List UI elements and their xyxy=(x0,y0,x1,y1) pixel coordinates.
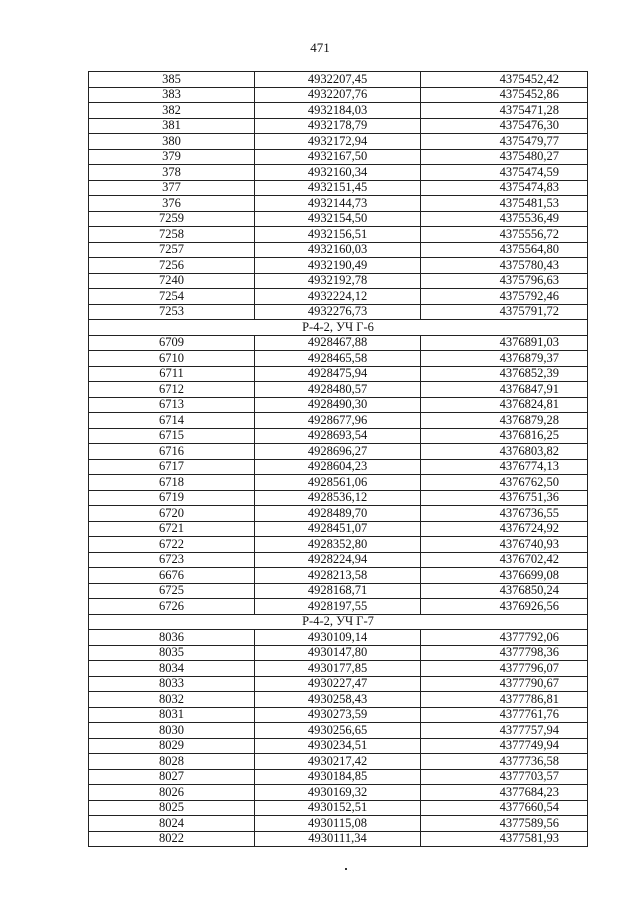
table-row xyxy=(89,769,588,785)
point-number-cell: 7253 xyxy=(89,304,255,320)
x-coordinate-cell: 4932167,50 xyxy=(255,149,421,165)
table-row xyxy=(89,211,588,227)
point-number-cell: 381 xyxy=(89,118,255,134)
x-coordinate-cell: 4930258,43 xyxy=(255,692,421,708)
table-row xyxy=(89,103,588,119)
y-coordinate-cell: 4377684,23 xyxy=(421,785,588,801)
point-number-cell: 376 xyxy=(89,196,255,212)
table-row xyxy=(89,568,588,584)
table-row xyxy=(89,382,588,398)
y-coordinate-cell: 4376850,24 xyxy=(421,583,588,599)
table-row xyxy=(89,289,588,305)
x-coordinate-cell: 4932154,50 xyxy=(255,211,421,227)
y-coordinate-cell: 4377796,07 xyxy=(421,661,588,677)
x-coordinate-cell: 4930111,34 xyxy=(255,831,421,847)
x-coordinate-cell: 4930169,32 xyxy=(255,785,421,801)
y-coordinate-cell: 4375796,63 xyxy=(421,273,588,289)
y-coordinate-cell: 4376740,93 xyxy=(421,537,588,553)
x-coordinate-cell: 4932156,51 xyxy=(255,227,421,243)
point-number-cell: 6726 xyxy=(89,599,255,615)
point-number-cell: 6712 xyxy=(89,382,255,398)
point-number-cell: 6717 xyxy=(89,459,255,475)
x-coordinate-cell: 4932160,34 xyxy=(255,165,421,181)
y-coordinate-cell: 4377703,57 xyxy=(421,769,588,785)
point-number-cell: 8029 xyxy=(89,738,255,754)
table-row xyxy=(89,196,588,212)
table-row xyxy=(89,707,588,723)
y-coordinate-cell: 4375474,59 xyxy=(421,165,588,181)
x-coordinate-cell: 4928561,06 xyxy=(255,475,421,491)
x-coordinate-cell: 4928480,57 xyxy=(255,382,421,398)
x-coordinate-cell: 4930184,85 xyxy=(255,769,421,785)
point-number-cell: 8036 xyxy=(89,630,255,646)
page-mark xyxy=(345,868,347,870)
point-number-cell: 6716 xyxy=(89,444,255,460)
x-coordinate-cell: 4932190,49 xyxy=(255,258,421,274)
coordinates-table xyxy=(88,71,588,847)
table-row xyxy=(89,785,588,801)
point-number-cell: 7258 xyxy=(89,227,255,243)
x-coordinate-cell: 4928490,30 xyxy=(255,397,421,413)
section-header-row xyxy=(89,614,588,630)
y-coordinate-cell: 4377749,94 xyxy=(421,738,588,754)
point-number-cell: 382 xyxy=(89,103,255,119)
y-coordinate-cell: 4375474,83 xyxy=(421,180,588,196)
x-coordinate-cell: 4932144,73 xyxy=(255,196,421,212)
point-number-cell: 8034 xyxy=(89,661,255,677)
y-coordinate-cell: 4375791,72 xyxy=(421,304,588,320)
y-coordinate-cell: 4375480,27 xyxy=(421,149,588,165)
x-coordinate-cell: 4930256,65 xyxy=(255,723,421,739)
x-coordinate-cell: 4932207,45 xyxy=(255,72,421,88)
point-number-cell: 8027 xyxy=(89,769,255,785)
table-row xyxy=(89,87,588,103)
y-coordinate-cell: 4377736,58 xyxy=(421,754,588,770)
point-number-cell: 380 xyxy=(89,134,255,150)
table-row xyxy=(89,738,588,754)
y-coordinate-cell: 4376847,91 xyxy=(421,382,588,398)
table-row xyxy=(89,304,588,320)
y-coordinate-cell: 4375452,42 xyxy=(421,72,588,88)
table-row xyxy=(89,258,588,274)
y-coordinate-cell: 4376751,36 xyxy=(421,490,588,506)
table-row xyxy=(89,723,588,739)
point-number-cell: 8033 xyxy=(89,676,255,692)
table-row xyxy=(89,599,588,615)
y-coordinate-cell: 4377786,81 xyxy=(421,692,588,708)
y-coordinate-cell: 4377757,94 xyxy=(421,723,588,739)
table-row xyxy=(89,754,588,770)
table-row xyxy=(89,583,588,599)
table-row xyxy=(89,72,588,88)
table-row xyxy=(89,366,588,382)
y-coordinate-cell: 4377589,56 xyxy=(421,816,588,832)
table-row xyxy=(89,397,588,413)
y-coordinate-cell: 4376736,55 xyxy=(421,506,588,522)
table-row xyxy=(89,676,588,692)
y-coordinate-cell: 4376891,03 xyxy=(421,335,588,351)
x-coordinate-cell: 4932178,79 xyxy=(255,118,421,134)
x-coordinate-cell: 4930273,59 xyxy=(255,707,421,723)
x-coordinate-cell: 4932276,73 xyxy=(255,304,421,320)
point-number-cell: 6714 xyxy=(89,413,255,429)
point-number-cell: 8031 xyxy=(89,707,255,723)
y-coordinate-cell: 4375556,72 xyxy=(421,227,588,243)
x-coordinate-cell: 4928465,58 xyxy=(255,351,421,367)
x-coordinate-cell: 4928467,88 xyxy=(255,335,421,351)
x-coordinate-cell: 4928677,96 xyxy=(255,413,421,429)
table-row xyxy=(89,118,588,134)
point-number-cell: 6719 xyxy=(89,490,255,506)
point-number-cell: 8035 xyxy=(89,645,255,661)
table-row xyxy=(89,273,588,289)
table-row xyxy=(89,335,588,351)
point-number-cell: 8022 xyxy=(89,831,255,847)
table-row xyxy=(89,242,588,258)
x-coordinate-cell: 4930217,42 xyxy=(255,754,421,770)
x-coordinate-cell: 4928536,12 xyxy=(255,490,421,506)
y-coordinate-cell: 4377798,36 xyxy=(421,645,588,661)
section-label: P-4-2, УЧ Г-6 xyxy=(89,320,588,336)
y-coordinate-cell: 4375481,53 xyxy=(421,196,588,212)
point-number-cell: 8030 xyxy=(89,723,255,739)
x-coordinate-cell: 4928197,55 xyxy=(255,599,421,615)
y-coordinate-cell: 4376879,37 xyxy=(421,351,588,367)
x-coordinate-cell: 4928451,07 xyxy=(255,521,421,537)
x-coordinate-cell: 4928693,54 xyxy=(255,428,421,444)
point-number-cell: 378 xyxy=(89,165,255,181)
point-number-cell: 377 xyxy=(89,180,255,196)
point-number-cell: 8028 xyxy=(89,754,255,770)
table-row xyxy=(89,227,588,243)
table-row xyxy=(89,180,588,196)
y-coordinate-cell: 4376879,28 xyxy=(421,413,588,429)
x-coordinate-cell: 4932151,45 xyxy=(255,180,421,196)
x-coordinate-cell: 4930109,14 xyxy=(255,630,421,646)
point-number-cell: 379 xyxy=(89,149,255,165)
x-coordinate-cell: 4928475,94 xyxy=(255,366,421,382)
table-row xyxy=(89,165,588,181)
point-number-cell: 7254 xyxy=(89,289,255,305)
x-coordinate-cell: 4932160,03 xyxy=(255,242,421,258)
x-coordinate-cell: 4932172,94 xyxy=(255,134,421,150)
table-row xyxy=(89,506,588,522)
x-coordinate-cell: 4928696,27 xyxy=(255,444,421,460)
y-coordinate-cell: 4375792,46 xyxy=(421,289,588,305)
point-number-cell: 8026 xyxy=(89,785,255,801)
y-coordinate-cell: 4375564,80 xyxy=(421,242,588,258)
point-number-cell: 6713 xyxy=(89,397,255,413)
point-number-cell: 6711 xyxy=(89,366,255,382)
y-coordinate-cell: 4377581,93 xyxy=(421,831,588,847)
point-number-cell: 6723 xyxy=(89,552,255,568)
point-number-cell: 6709 xyxy=(89,335,255,351)
x-coordinate-cell: 4928352,80 xyxy=(255,537,421,553)
table-row xyxy=(89,475,588,491)
y-coordinate-cell: 4376762,50 xyxy=(421,475,588,491)
x-coordinate-cell: 4932207,76 xyxy=(255,87,421,103)
point-number-cell: 6722 xyxy=(89,537,255,553)
y-coordinate-cell: 4376824,81 xyxy=(421,397,588,413)
table-row xyxy=(89,413,588,429)
y-coordinate-cell: 4377790,67 xyxy=(421,676,588,692)
y-coordinate-cell: 4375452,86 xyxy=(421,87,588,103)
y-coordinate-cell: 4377660,54 xyxy=(421,800,588,816)
x-coordinate-cell: 4930177,85 xyxy=(255,661,421,677)
y-coordinate-cell: 4375536,49 xyxy=(421,211,588,227)
y-coordinate-cell: 4375476,30 xyxy=(421,118,588,134)
y-coordinate-cell: 4376816,25 xyxy=(421,428,588,444)
x-coordinate-cell: 4928224,94 xyxy=(255,552,421,568)
page-number: 471 xyxy=(310,40,330,55)
y-coordinate-cell: 4376699,08 xyxy=(421,568,588,584)
table-row xyxy=(89,490,588,506)
y-coordinate-cell: 4376774,13 xyxy=(421,459,588,475)
table-row xyxy=(89,521,588,537)
point-number-cell: 385 xyxy=(89,72,255,88)
table-row xyxy=(89,459,588,475)
table-row xyxy=(89,630,588,646)
y-coordinate-cell: 4376926,56 xyxy=(421,599,588,615)
section-label: P-4-2, УЧ Г-7 xyxy=(89,614,588,630)
point-number-cell: 8024 xyxy=(89,816,255,832)
table-row xyxy=(89,351,588,367)
table-row xyxy=(89,661,588,677)
x-coordinate-cell: 4928489,70 xyxy=(255,506,421,522)
x-coordinate-cell: 4928604,23 xyxy=(255,459,421,475)
x-coordinate-cell: 4932184,03 xyxy=(255,103,421,119)
y-coordinate-cell: 4377792,06 xyxy=(421,630,588,646)
table-row xyxy=(89,645,588,661)
point-number-cell: 7240 xyxy=(89,273,255,289)
table-row xyxy=(89,134,588,150)
point-number-cell: 6721 xyxy=(89,521,255,537)
x-coordinate-cell: 4930115,08 xyxy=(255,816,421,832)
y-coordinate-cell: 4377761,76 xyxy=(421,707,588,723)
y-coordinate-cell: 4375780,43 xyxy=(421,258,588,274)
y-coordinate-cell: 4376852,39 xyxy=(421,366,588,382)
point-number-cell: 7256 xyxy=(89,258,255,274)
point-number-cell: 6715 xyxy=(89,428,255,444)
point-number-cell: 6710 xyxy=(89,351,255,367)
y-coordinate-cell: 4376724,92 xyxy=(421,521,588,537)
table-row xyxy=(89,816,588,832)
point-number-cell: 383 xyxy=(89,87,255,103)
point-number-cell: 7259 xyxy=(89,211,255,227)
x-coordinate-cell: 4928168,71 xyxy=(255,583,421,599)
table-row xyxy=(89,800,588,816)
x-coordinate-cell: 4930227,47 xyxy=(255,676,421,692)
table-row xyxy=(89,831,588,847)
x-coordinate-cell: 4930147,80 xyxy=(255,645,421,661)
y-coordinate-cell: 4376702,42 xyxy=(421,552,588,568)
x-coordinate-cell: 4930234,51 xyxy=(255,738,421,754)
section-header-row xyxy=(89,320,588,336)
point-number-cell: 6720 xyxy=(89,506,255,522)
table-row xyxy=(89,428,588,444)
point-number-cell: 6676 xyxy=(89,568,255,584)
y-coordinate-cell: 4375471,28 xyxy=(421,103,588,119)
point-number-cell: 6718 xyxy=(89,475,255,491)
coordinates-table-body xyxy=(89,72,588,847)
table-row xyxy=(89,149,588,165)
point-number-cell: 6725 xyxy=(89,583,255,599)
x-coordinate-cell: 4930152,51 xyxy=(255,800,421,816)
table-row xyxy=(89,537,588,553)
y-coordinate-cell: 4375479,77 xyxy=(421,134,588,150)
x-coordinate-cell: 4928213,58 xyxy=(255,568,421,584)
point-number-cell: 8032 xyxy=(89,692,255,708)
x-coordinate-cell: 4932192,78 xyxy=(255,273,421,289)
point-number-cell: 7257 xyxy=(89,242,255,258)
x-coordinate-cell: 4932224,12 xyxy=(255,289,421,305)
y-coordinate-cell: 4376803,82 xyxy=(421,444,588,460)
table-row xyxy=(89,444,588,460)
point-number-cell: 8025 xyxy=(89,800,255,816)
table-row xyxy=(89,692,588,708)
table-row xyxy=(89,552,588,568)
